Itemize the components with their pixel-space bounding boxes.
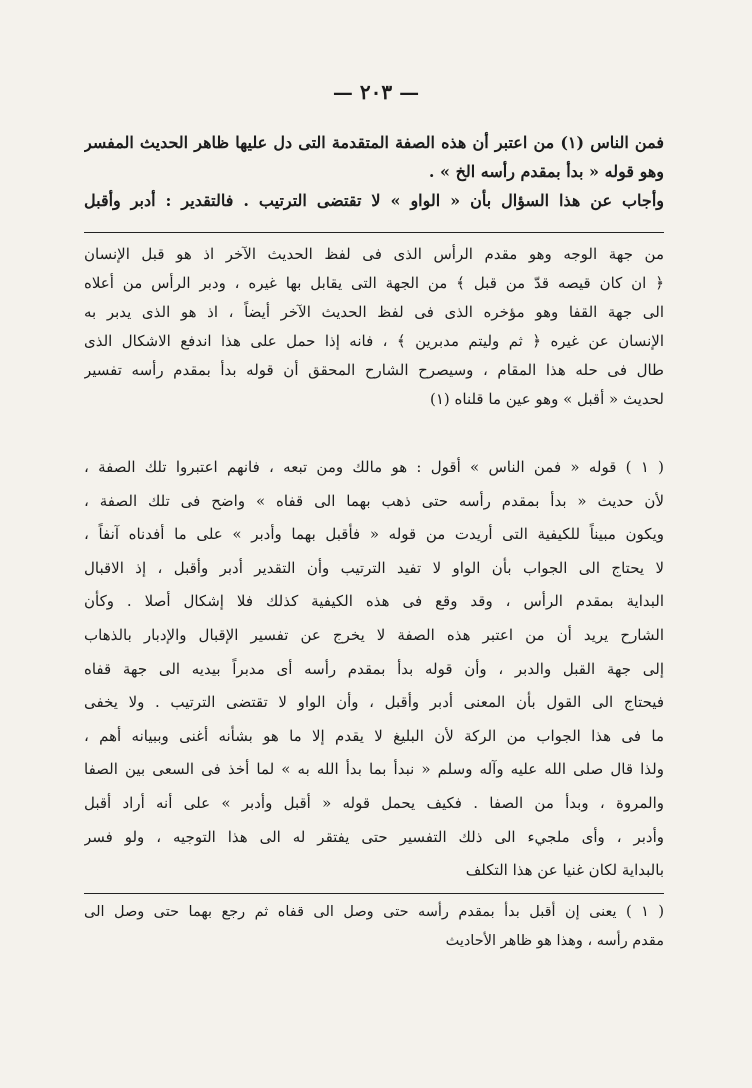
footnote-line: مقدم رأسه ، وهذا هو ظاهر الأحاديث [445, 933, 664, 949]
commentary-line: الى جهة القفا وهو مؤخره الذى فى لفظ الحديث الآخر أيضاً ، اذ هو الذى يدبر به [84, 303, 664, 321]
commentary-line: ( ١ ) قوله « فمن الناس » أقول : هو مالك ومن تبعه ، فانهم اعتبروا تلك الصفة ، [84, 458, 664, 476]
commentary-line: لأن حديث « بدأ بمقدم رأسه حتى ذهب بهما الى قفاه » واضح فى تلك الصفة ، [84, 491, 664, 510]
commentary-line: ما فى هذا الجواب من الركة لأن البليغ لا يقدم إلا ما هو بشأنه أغنى وببيانه أهم ، [84, 726, 664, 745]
footnote-line: ( ١ ) يعنى إن أقبل بدأ بمقدم رأسه حتى وصل الى قفاه ثم رجع بهما حتى وصل الى [84, 904, 664, 920]
commentary-line: ويكون مبيناً للكيفية التى أريدت من قوله « فأقبل بهما وأدبر » على ما أفدناه آنفاً ، [84, 525, 664, 544]
commentary-line: ﴿ ان كان قيصه قدّ من قبل ﴾ من الجهة التى يقابل بها غيره ، ودبر الرأس من أعلاه [84, 274, 664, 292]
footnote [84, 898, 664, 956]
commentary-line: ولذا قال صلى الله عليه وآله وسلم « نبدأ بما بدأ الله به » لما أخذ فى السعى بين الصفا [84, 760, 664, 779]
commentary-line: فيحتاج الى القول بأن المعنى أدبر وأقبل ، وأن الواو لا تقتضى الترتيب . ولا يخفى [84, 693, 664, 712]
commentary-line: البداية بمقدم الرأس ، وقد وقع فى هذه الكيفية كذلك فلا إشكال أصلا . وكأن [84, 592, 664, 611]
commentary-line: بالبداية لكان غنيا عن هذا التكلف [465, 861, 664, 880]
commentary-line: لا يحتاج الى الجواب بأن الواو لا تفيد الترتيب وأن التقدير أدبر وأقبل ، إذ الاقبال [84, 558, 664, 577]
main-text-line: وهو قوله « بدأ بمقدم رأسه الخ » . [428, 162, 664, 181]
commentary-line: لحديث « أقبل » وهو عين ما قلناه (١) [429, 390, 664, 408]
main-text-line: وأجاب عن هذا السؤال بأن « الواو » لا تقتضى الترتيب . فالتقدير : أدبر وأقبل [84, 191, 664, 210]
section-divider [84, 232, 664, 233]
commentary-line: وأدبر ، وأى ملجيء الى ذلك التفسير حتى يفتقر له الى هذا التوجيه ، ولو فسر [84, 827, 664, 846]
commentary-line: من جهة الوجه وهو مقدم الرأس الذى فى لفظ الحديث الآخر اذ هو قبل الإنسان [84, 245, 664, 263]
commentary-line: والمروة ، وبدأ من الصفا . فكيف يحمل قوله « أقبل وأدبر » على أنه أراد أقبل [84, 793, 664, 812]
page-number: — ٢٠٣ — [332, 80, 420, 104]
commentary-continuation [84, 240, 664, 414]
commentary-line: إلى جهة القبل والدبر ، وأن قوله بدأ بمقدم رأسه أى مدبراً بيديه الى جهة قفاه [84, 659, 664, 678]
main-text [84, 128, 664, 215]
commentary-line: طال فى حله هذا المقام ، وسيصرح الشارح المحقق أن قوله بدأ بمقدم رأسه تفسير [84, 361, 664, 379]
footnote-divider [84, 893, 664, 894]
main-text-line: فمن الناس (١) من اعتبر أن هذه الصفة المتقدمة التى دل عليها ظاهر الحديث المفسر [84, 133, 664, 152]
commentary-note-1 [84, 451, 664, 888]
commentary-line: الإنسان عن غيره ﴿ ثم وليتم مدبرين ﴾ ، فانه إذا حمل على هذا اندفع الاشكال الذى [84, 332, 664, 350]
commentary-line: الشارح يريد أن من اعتبر هذه الصفة لا يخرج عن تفسير الإقبال والإدبار بالذهاب [84, 625, 664, 644]
